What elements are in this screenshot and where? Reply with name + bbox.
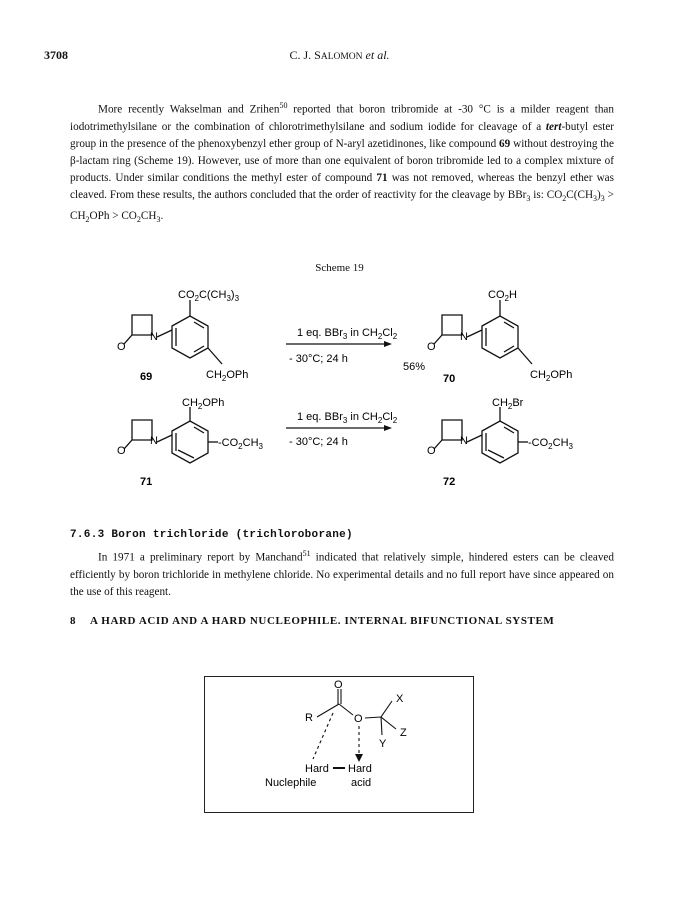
section-7-6-3-text: In 1971 a preliminary report by Manchand$^{51}$ indicated that relatively simple, hindered esters can be cleaved efficiently by boron trichloride in methylene chloride. No experimental details and no full report have since appeared on the use of this reagent. (70, 549, 614, 598)
acid-arrow-head (355, 754, 363, 762)
bifunctional-diagram (205, 677, 473, 812)
section-7-6-3-heading: 7.6.3 Boron trichloride (trichloroborane) (70, 529, 353, 541)
acid-word-2: acid (351, 777, 372, 789)
ester-bond (339, 704, 353, 715)
reaction-1-conditions: - 30°C; 24 h (289, 353, 348, 365)
arrow-head-2 (384, 425, 392, 431)
nitrogen-70: N (460, 331, 468, 343)
r-label: R (305, 712, 313, 724)
compound-70-bottom-group: $CH_2OPh$ (530, 369, 573, 383)
scheme-caption: Scheme 19 (315, 262, 364, 274)
carbonyl-oxygen-69: O (117, 341, 126, 353)
compound-71-structure (124, 407, 218, 463)
carbonyl-oxygen-72: O (427, 445, 436, 457)
compound-70-structure (434, 300, 532, 364)
compound-71-side-group: $-CO_2CH_3$ (218, 437, 263, 451)
nucleophile-word-1: Hard (305, 763, 329, 775)
r-bond (317, 704, 339, 717)
carbonyl-oxygen-70: O (427, 341, 436, 353)
acid-word-1: Hard (348, 763, 372, 775)
compound-label-71: 71 (140, 476, 153, 488)
reaction-1-reagent: 1 eq. BBr$_3$ in $CH_2Cl_2$ (297, 327, 398, 341)
compound-label-70: 70 (443, 373, 456, 385)
reaction-2-conditions: - 30°C; 24 h (289, 436, 348, 448)
paragraph-1: More recently Wakselman and Zrihen$^{50}$ reported that boron tribromide at -30 °C is a milder reagent than iodotrimethylsilane or the combination of chlorotrimethylsilane and sodium iodide for cleavage of a tert-butyl ester group in the presence of the phenoxybenzyl ether group of N-aryl azetidinones, like compound 69 without destroying the β-lactam ring (Scheme 19). However, use of more than one equivalent of boron tribromide led to a complex mixture of products. Under similar conditions the methyl ester of compound 71 was not removed, whereas the benzyl ether was cleaved. From these results, the authors concluded that the order of reactivity for the cleavage by BBr$_3$ is: $CO_2C(CH_3)_3 > CH_2OPh > CO_2CH_3$. (70, 101, 615, 224)
compound-label-72: 72 (443, 476, 456, 488)
x-label: X (396, 693, 404, 705)
compound-72-structure (434, 407, 528, 463)
carbonyl-oxygen-label: O (334, 679, 343, 691)
nitrogen-71: N (150, 435, 158, 447)
compound-72-side-group: $-CO_2CH_3$ (528, 437, 573, 451)
nitrogen-69: N (150, 331, 158, 343)
compound-69-structure (124, 300, 222, 364)
carbonyl-oxygen-71: O (117, 445, 126, 457)
section-8-heading: 8 A HARD ACID AND A HARD NUCLEOPHILE. INTERNAL BIFUNCTIONAL SYSTEM (70, 615, 555, 627)
scheme-19-figure (0, 280, 679, 500)
compound-71-top-group: $CH_2OPh$ (182, 397, 225, 411)
nucleophile-word-2: Nuclephile (265, 777, 317, 789)
nitrogen-72: N (460, 435, 468, 447)
y-label: Y (379, 738, 387, 750)
running-header: C. J. SALOMON et al. (289, 48, 390, 62)
compound-70-top-group: $CO_2H$ (488, 289, 517, 303)
page-number: 3708 (44, 48, 68, 62)
nucleophile-dashed-line (313, 713, 333, 759)
reaction-2-reagent: 1 eq. BBr$_3$ in $CH_2Cl_2$ (297, 411, 398, 425)
reaction-1-yield: 56% (403, 361, 426, 373)
compound-69-top-group: $CO_2C(CH_3)_3$ (178, 289, 240, 303)
bifunctional-diagram-box (204, 676, 474, 813)
ester-oxygen-label: O (354, 713, 363, 725)
compound-72-top-group: $CH_2Br$ (492, 397, 524, 411)
z-label: Z (400, 727, 407, 739)
compound-69-bottom-group: $CH_2OPh$ (206, 369, 249, 383)
arrow-head-1 (384, 341, 392, 347)
compound-label-69: 69 (140, 371, 153, 383)
